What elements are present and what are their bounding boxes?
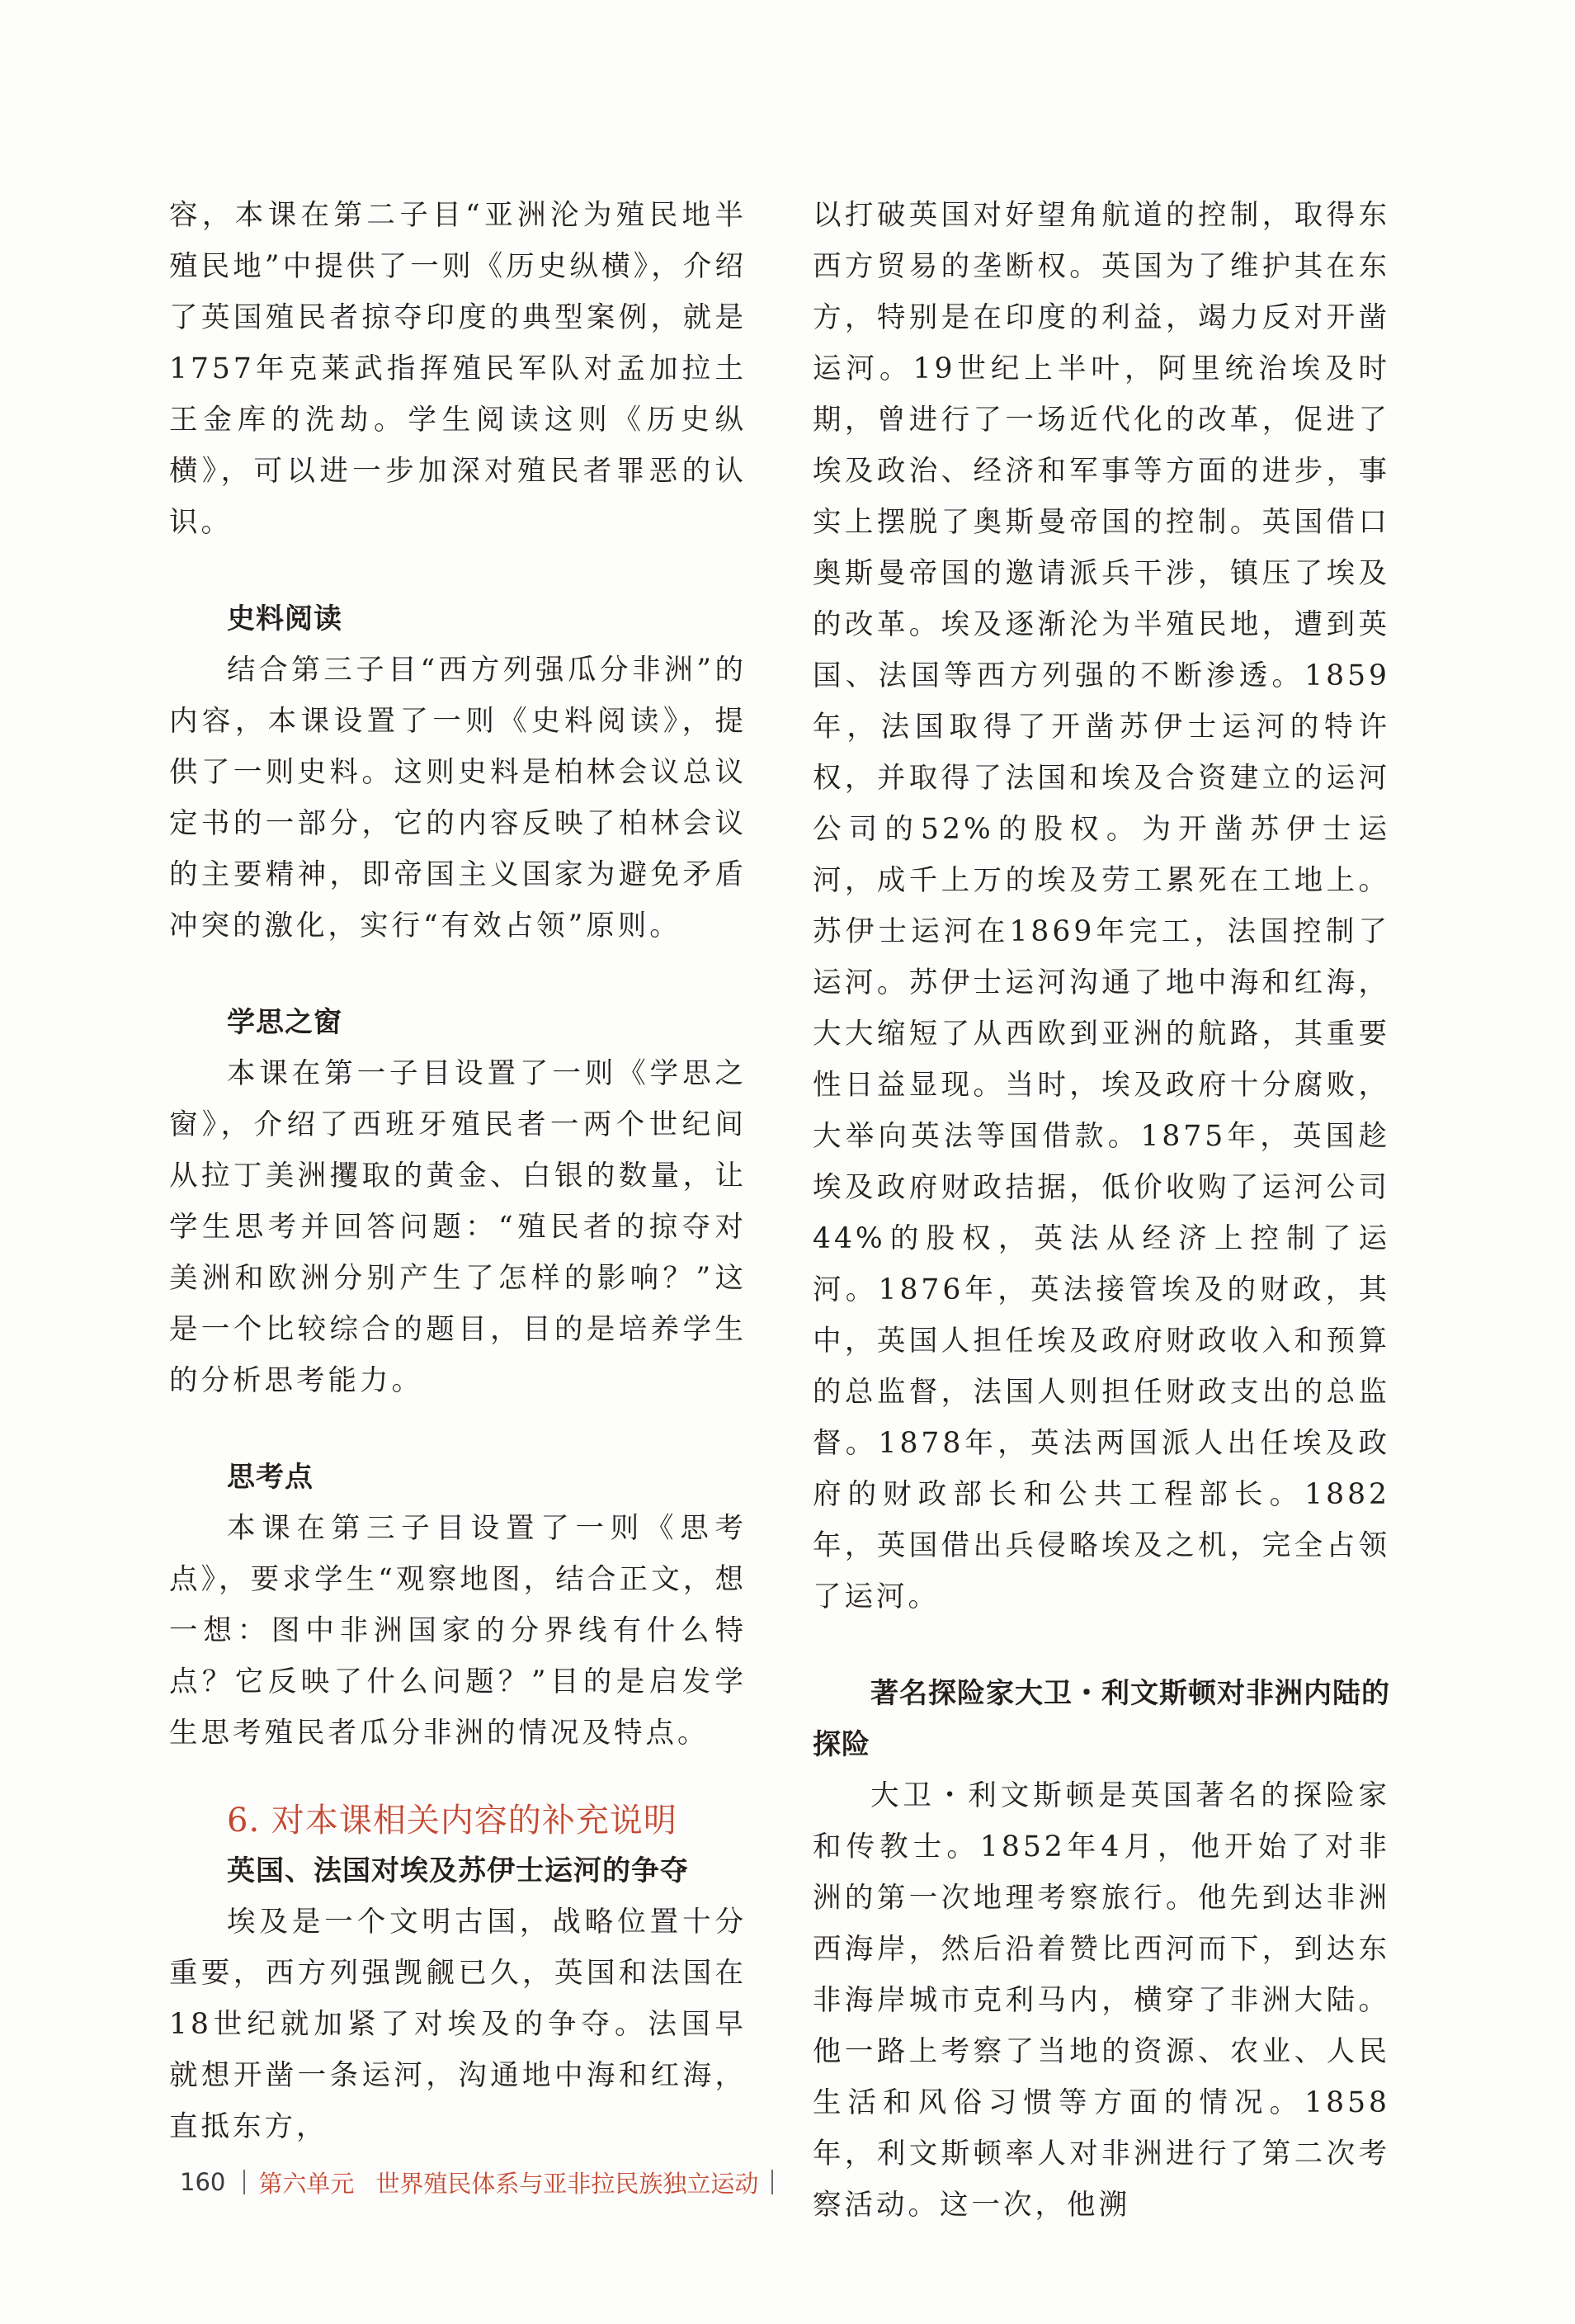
footer-unit: 第六单元 (258, 2169, 355, 2198)
left-column (169, 190, 747, 2152)
heading-shiliao: 史料阅读 (227, 602, 342, 635)
heading-suez: 英国、法国对埃及苏伊士运河的争夺 (227, 1854, 689, 1887)
right-column (813, 190, 1390, 2231)
page-footer (180, 2166, 773, 2199)
section-title: 6. 对本课相关内容的补充说明 (227, 1802, 677, 1840)
paragraph: 容，本课在第二子目“亚洲沦为殖民地半殖民地”中提供了一则《历史纵横》，介绍了英国殖民者掠夺印度的典型案例，就是1757年克莱武指挥殖民军队对孟加拉土王金库的洗劫。学生阅读这则《历史纵横》，可以进一步加深对殖民者罪恶的认识。 (169, 199, 747, 539)
paragraph: 本课在第一子目设置了一则《学思之窗》，介绍了西班牙殖民者一两个世纪间从拉丁美洲攫取的黄金、白银的数量，让学生思考并回答问题：“殖民者的掠夺对美洲和欧洲分别产生了怎样的影响？”这是一个比较综合的题目，目的是培养学生的分析思考能力。 (169, 1057, 747, 1397)
paragraph: 埃及是一个文明古国，战略位置十分重要，西方列强觊觎已久，英国和法国在18世纪就加紧了对埃及的争夺。法国早就想开凿一条运河，沟通地中海和红海，直抵东方， (169, 1906, 747, 2143)
footer-divider-end (771, 2170, 773, 2194)
footer-divider (243, 2170, 245, 2194)
heading-livingstone: 著名探险家大卫・利文斯顿对非洲内陆的探险 (813, 1677, 1390, 1761)
heading-sikaodian: 思考点 (227, 1461, 314, 1494)
paragraph: 以打破英国对好望角航道的控制，取得东西方贸易的垄断权。英国为了维护其在东方，特别是在印度的利益，竭力反对开凿运河。19世纪上半叶，阿里统治埃及时期，曾进行了一场近代化的改革，促进了埃及政治、经济和军事等方面的进步，事实上摆脱了奥斯曼帝国的控制。英国借口奥斯曼帝国的邀请派兵干涉，镇压了埃及的改革。埃及逐渐沦为半殖民地，遭到英国、法国等西方列强的不断渗透。1859年，法国取得了开凿苏伊士运河的特许权，并取得了法国和埃及合资建立的运河公司的52%的股权。为开凿苏伊士运河，成千上万的埃及劳工累死在工地上。苏伊士运河在1869年完工，法国控制了运河。苏伊士运河沟通了地中海和红海，大大缩短了从西欧到亚洲的航路，其重要性日益显现。当时，埃及政府十分腐败，大举向英法等国借款。1875年，英国趁埃及政府财政拮据，低价收购了运河公司44%的股权，英法从经济上控制了运河。1876年，英法接管埃及的财政，其中，英国人担任埃及政府财政收入和预算的总监督，法国人则担任财政支出的总监督。1878年，英法两国派人出任埃及政府的财政部长和公共工程部长。1882年，英国借出兵侵略埃及之机，完全占领了运河。 (813, 199, 1390, 1613)
paragraph: 结合第三子目“西方列强瓜分非洲”的内容，本课设置了一则《史料阅读》，提供了一则史料。这则史料是柏林会议总议定书的一部分，它的内容反映了柏林会议的主要精神，即帝国主义国家为避免矛盾冲突的激化，实行“有效占领”原则。 (169, 654, 747, 942)
page-number: 160 (180, 2168, 226, 2196)
paragraph: 本课在第三子目设置了一则《思考点》，要求学生“观察地图，结合正文，想一想：图中非洲国家的分界线有什么特点？它反映了什么问题？”目的是启发学生思考殖民者瓜分非洲的情况及特点。 (169, 1512, 747, 1750)
paragraph: 大卫・利文斯顿是英国著名的探险家和传教士。1852年4月，他开始了对非洲的第一次地理考察旅行。他先到达非洲西海岸，然后沿着赞比西河而下，到达东非海岸城市克利马内，横穿了非洲大陆。他一路上考察了当地的资源、农业、人民生活和风俗习惯等方面的情况。1858年，利文斯顿率人对非洲进行了第二次考察活动。这一次，他溯 (813, 1779, 1390, 2222)
heading-xuesi: 学思之窗 (227, 1006, 342, 1039)
footer-unit-title: 世界殖民体系与亚非拉民族独立运动 (375, 2169, 759, 2198)
